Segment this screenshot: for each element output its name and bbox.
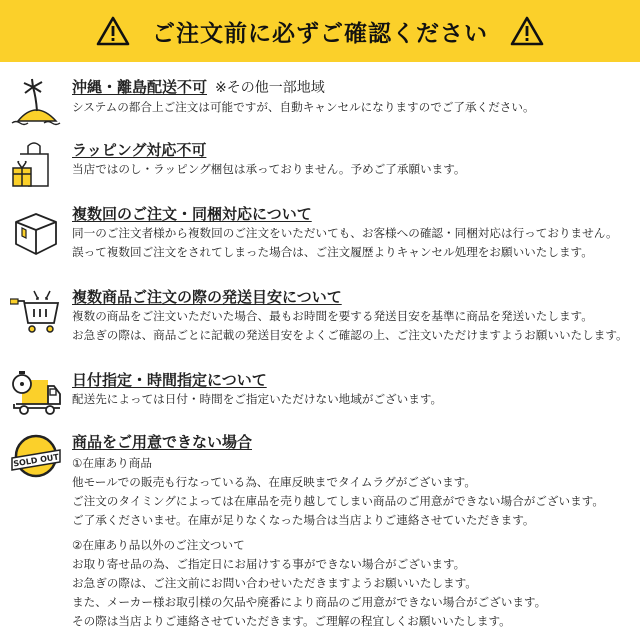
section-title: 日付指定・時間指定について: [72, 371, 267, 389]
banner-title: ご注文前に必ずご確認ください: [152, 20, 488, 47]
section-line: ご注文のタイミングによっては在庫品を売り越してしまい商品のご用意ができない場合がございます。: [72, 494, 604, 508]
section-note: ※その他一部地域: [215, 80, 325, 96]
warning-triangle-icon: [96, 16, 130, 46]
section-line: お急ぎの際は、商品ごとに記載の発送目安をよくご確認の上、ご注文いただけますようお願いいたします。: [72, 328, 628, 342]
section-line: お急ぎの際は、ご注文前にお問い合わせいただきますようお願いいたします。: [72, 576, 477, 590]
section-title: 複数商品ご注文の際の発送目安について: [72, 288, 342, 306]
section-title: ラッピング対応不可: [72, 141, 207, 159]
section-line: ご了承くださいませ。在庫が足りなくなった場合は当店よりご連絡させていただきます。: [72, 513, 535, 527]
section-line: 配送先によっては日付・時間をご指定いただけない地域がございます。: [72, 392, 443, 406]
section-line: その際は当店よりご連絡させていただきます。ご理解の程宜しくお願いいたします。: [72, 614, 511, 628]
section-title: 商品をご用意できない場合: [72, 433, 253, 451]
section-line: 当店ではのし・ラッピング梱包は承っておりません。予めご了承願います。: [72, 162, 466, 176]
delivery-truck-clock-icon: [10, 368, 62, 418]
section-title: 沖縄・離島配送不可: [72, 78, 208, 96]
warning-triangle-icon: [510, 16, 544, 46]
box-icon: [10, 208, 62, 258]
shopping-cart-icon: [10, 287, 62, 337]
section-line: 複数の商品をご注文いただいた場合、最もお時間を要する発送目安を基準に商品を発送いたします。: [72, 309, 593, 323]
section-line: ①在庫あり商品: [72, 456, 152, 470]
section-line: また、メーカー様お取引様の欠品や廃番により商品のご用意ができない場合がございます。: [72, 595, 547, 609]
section-line: ②在庫あり品以外のご注文ついて: [72, 538, 245, 552]
sold-out-icon: [10, 432, 62, 482]
gift-bag-icon: [10, 140, 62, 190]
section-line: システムの都合上ご注文は可能ですが、自動キャンセルになりますのでご了承ください。: [72, 100, 535, 114]
header-banner: [0, 0, 640, 62]
island-palm-icon: [10, 77, 62, 127]
section-line: 他モールでの販売も行なっている為、在庫反映までタイムラグがございます。: [72, 475, 476, 489]
section-title: 複数回のご注文・同梱対応について: [72, 205, 312, 223]
section-line: 誤って複数回ご注文をされてしまった場合は、ご注文履歴よりキャンセル処理をお願いいたします。: [72, 245, 593, 259]
section-line: お取り寄せ品の為、ご指定日にお届けする事ができない場合がございます。: [72, 557, 466, 571]
section-line: 同一のご注文者様から複数回のご注文をいただいても、お客様への確認・同梱対応は行っておりません。: [72, 226, 618, 240]
svg-text:SOLD OUT: SOLD OUT: [12, 452, 60, 469]
